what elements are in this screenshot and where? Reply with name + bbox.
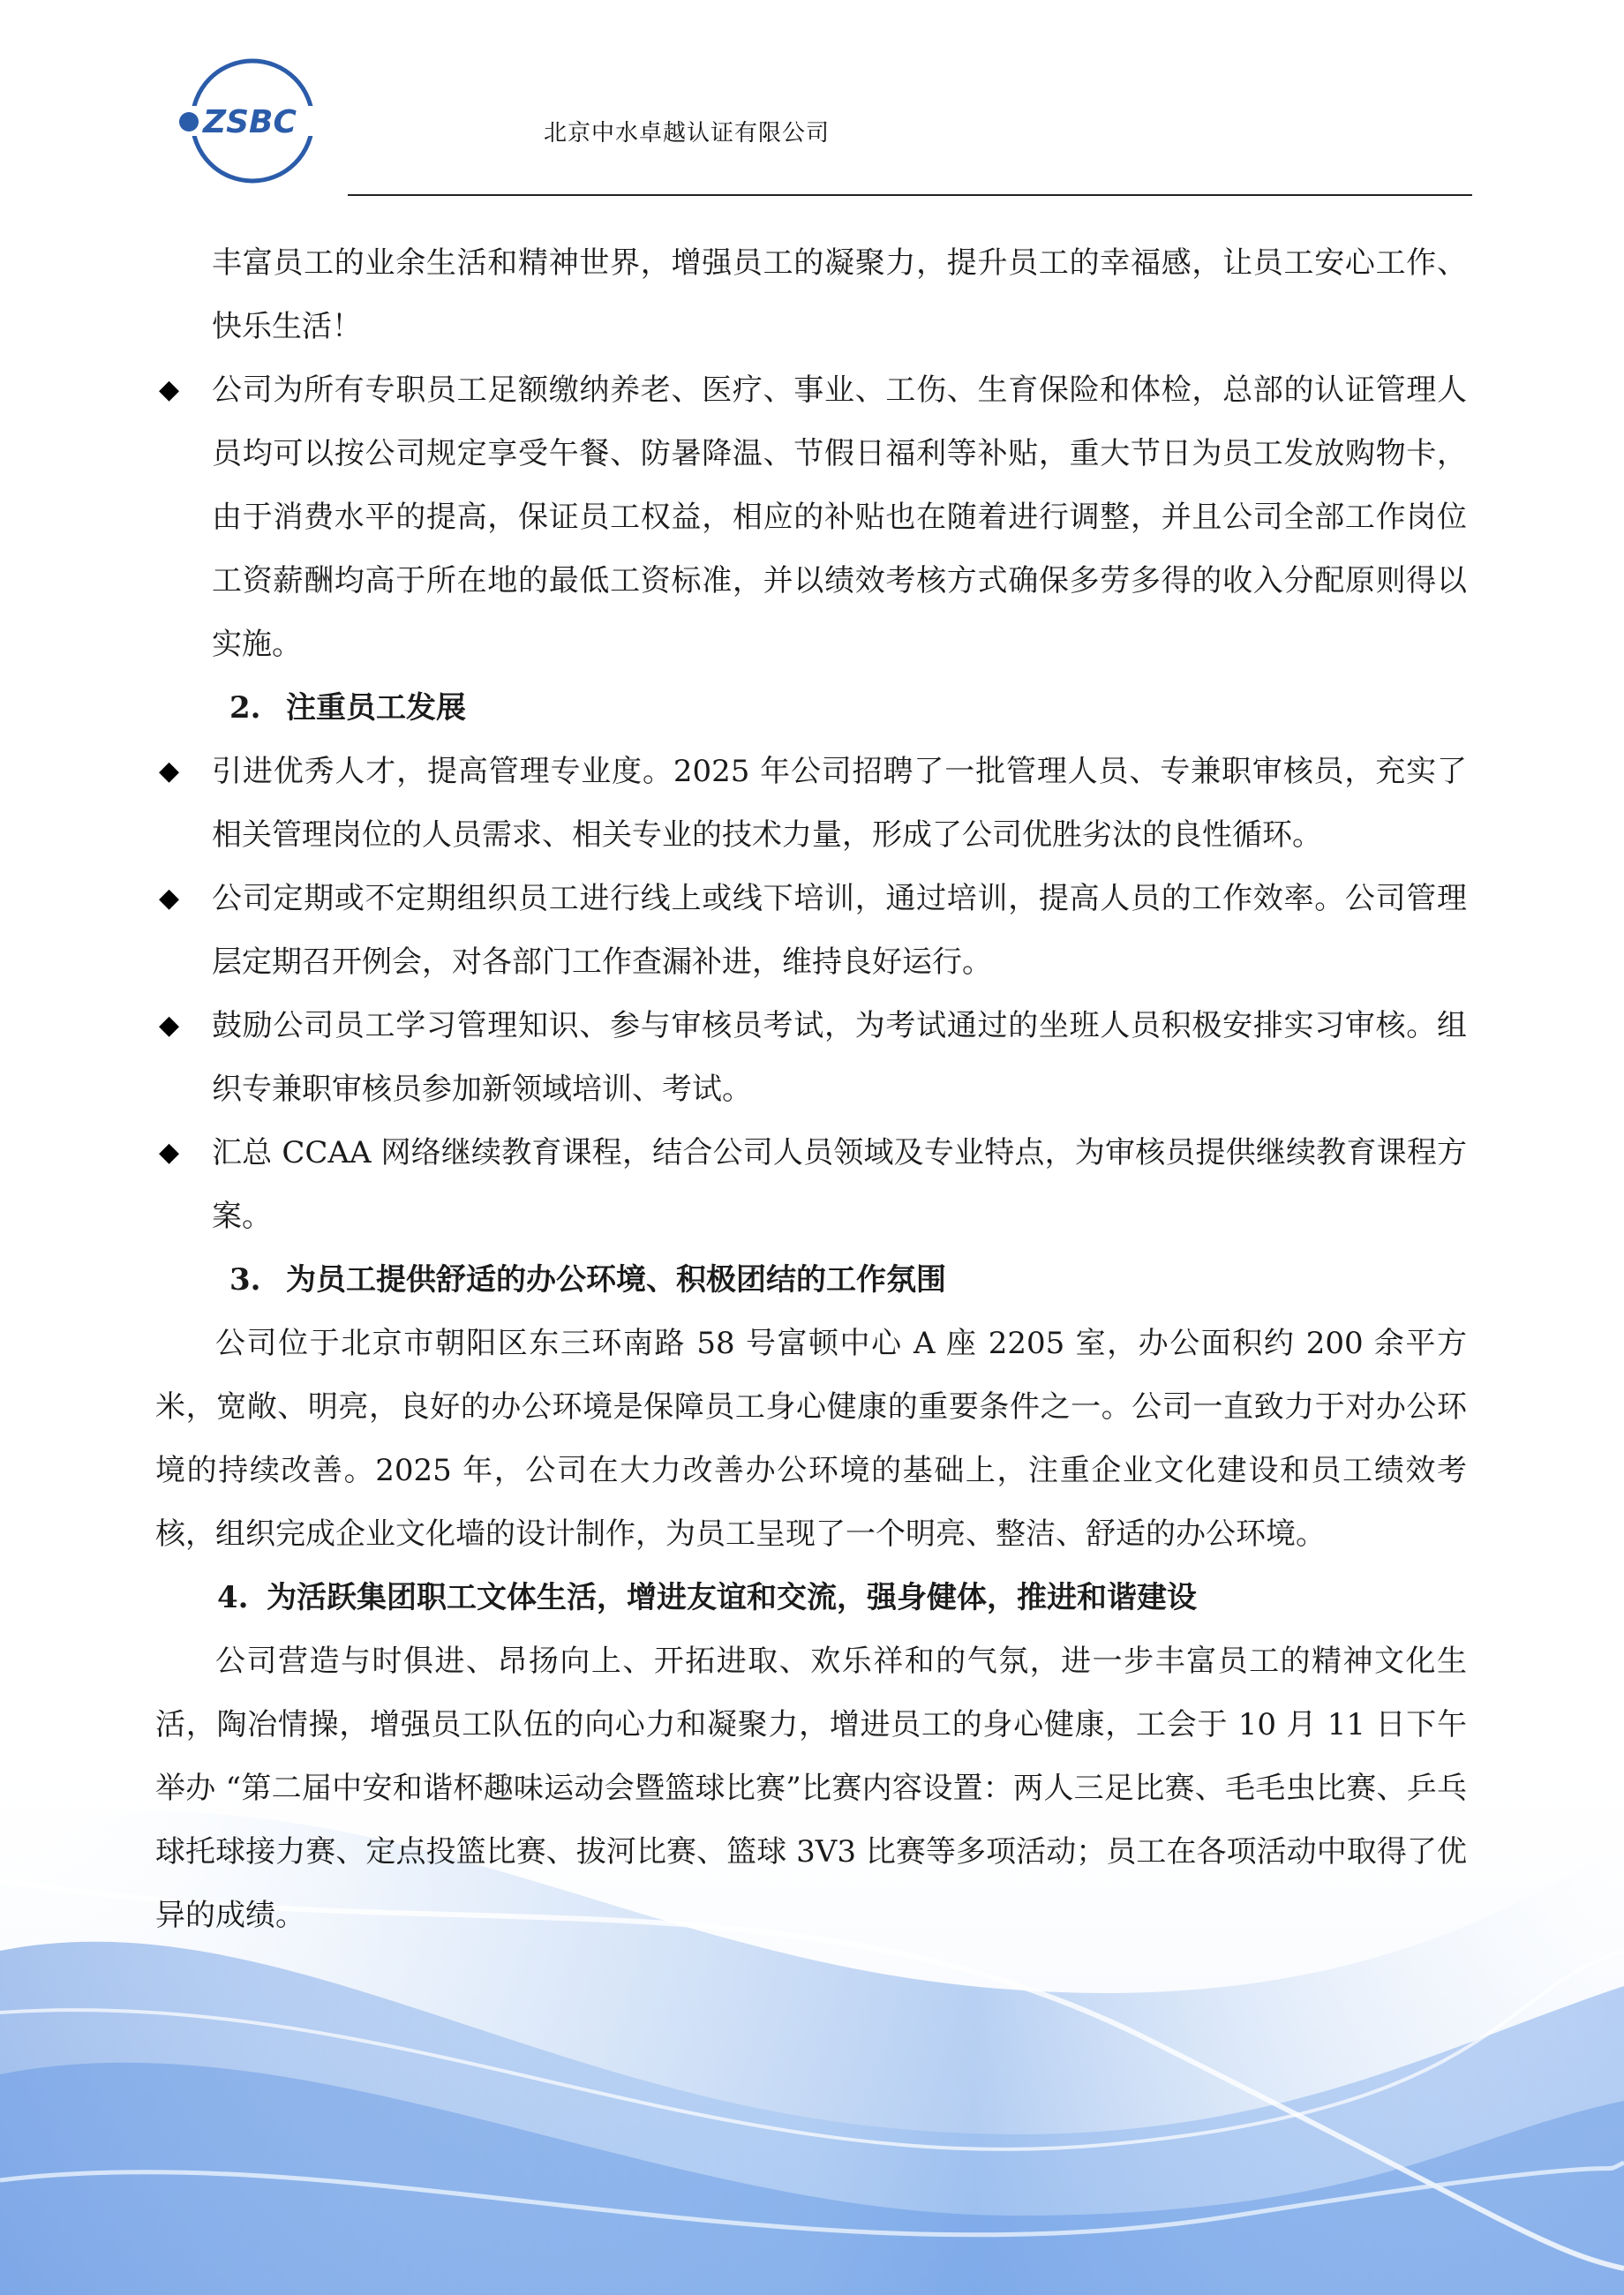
document-body <box>155 231 1467 1947</box>
diamond-bullet-icon: ◆ <box>159 1010 180 1041</box>
paragraph-intro: 丰富员工的业余生活和精神世界，增强员工的凝聚力，提升员工的幸福感，让员工安心工作、快乐生活！ <box>212 245 1467 344</box>
list-item-text: 引进优秀人才，提高管理专业度。2025 年公司招聘了一批管理人员、专兼职审核员，充实了相关管理岗位的人员需求、相关专业的技术力量，形成了公司优胜劣汰的良性循环。 <box>212 754 1467 853</box>
zsbc-logo-icon <box>173 55 332 187</box>
heading-text: 注重员工发展 <box>286 690 466 726</box>
paragraph-sports: 公司营造与时俱进、昂扬向上、开拓进取、欢乐祥和的气氛，进一步丰富员工的精神文化生活，陶冶情操，增强员工队伍的向心力和凝聚力，增进员工的身心健康，工会于 10 月 11 日下午举办 “第二届中安和谐杯趣味运动会暨篮球比赛”比赛内容设置：两人三足比赛、毛毛虫比赛、乒乓球托球接力赛、定点投篮比赛、拔河比赛、篮球 3V3 比赛等多项活动；员工在各项活动中取得了优异的成绩。 <box>155 1644 1467 1933</box>
diamond-bullet-icon: ◆ <box>159 374 180 405</box>
heading-number: 2. <box>229 690 261 726</box>
list-item <box>155 740 1467 867</box>
company-name: 北京中水卓越认证有限公司 <box>544 120 831 147</box>
section-heading-4 <box>155 1566 1467 1629</box>
header-divider <box>348 194 1472 196</box>
list-item <box>155 1121 1467 1248</box>
heading-text: 为员工提供舒适的办公环境、积极团结的工作氛围 <box>286 1262 946 1298</box>
list-item-text: 鼓励公司员工学习管理知识、参与审核员考试，为考试通过的坐班人员积极安排实习审核。组织专兼职审核员参加新领域培训、考试。 <box>212 1008 1467 1107</box>
list-item <box>155 994 1467 1121</box>
list-item <box>155 358 1467 676</box>
heading-number: 4. <box>217 1580 249 1615</box>
list-item-text: 汇总 CCAA 网络继续教育课程，结合公司人员领域及专业特点，为审核员提供继续教育课程方案。 <box>212 1135 1467 1234</box>
logo-text: ZSBC <box>203 104 297 140</box>
paragraph-office: 公司位于北京市朝阳区东三环南路 58 号富顿中心 A 座 2205 室，办公面积约 200 余平方米，宽敞、明亮，良好的办公环境是保障员工身心健康的重要条件之一。公司一直致力于对办公环境的持续改善。2025 年，公司在大力改善办公环境的基础上，注重企业文化建设和员工绩效考核，组织完成企业文化墙的设计制作，为员工呈现了一个明亮、整洁、舒适的办公环境。 <box>155 1326 1467 1552</box>
heading-number: 3. <box>229 1262 261 1298</box>
list-item <box>155 867 1467 994</box>
heading-text: 为活跃集团职工文体生活，增进友谊和交流，强身健体，推进和谐建设 <box>267 1580 1197 1615</box>
diamond-bullet-icon: ◆ <box>159 756 180 786</box>
diamond-bullet-icon: ◆ <box>159 1137 180 1168</box>
section-heading-2 <box>155 676 1467 740</box>
list-item-text: 公司为所有专职员工足额缴纳养老、医疗、事业、工伤、生育保险和体检，总部的认证管理人员均可以按公司规定享受午餐、防暑降温、节假日福利等补贴，重大节日为员工发放购物卡，由于消费水平的提高，保证员工权益，相应的补贴也在随着进行调整，并且公司全部工作岗位工资薪酬均高于所在地的最低工资标准，并以绩效考核方式确保多劳多得的收入分配原则得以实施。 <box>212 372 1467 662</box>
section-heading-3 <box>155 1248 1467 1312</box>
diamond-bullet-icon: ◆ <box>159 883 180 914</box>
list-item-text: 公司定期或不定期组织员工进行线上或线下培训，通过培训，提高人员的工作效率。公司管理层定期召开例会，对各部门工作查漏补进，维持良好运行。 <box>212 881 1467 980</box>
